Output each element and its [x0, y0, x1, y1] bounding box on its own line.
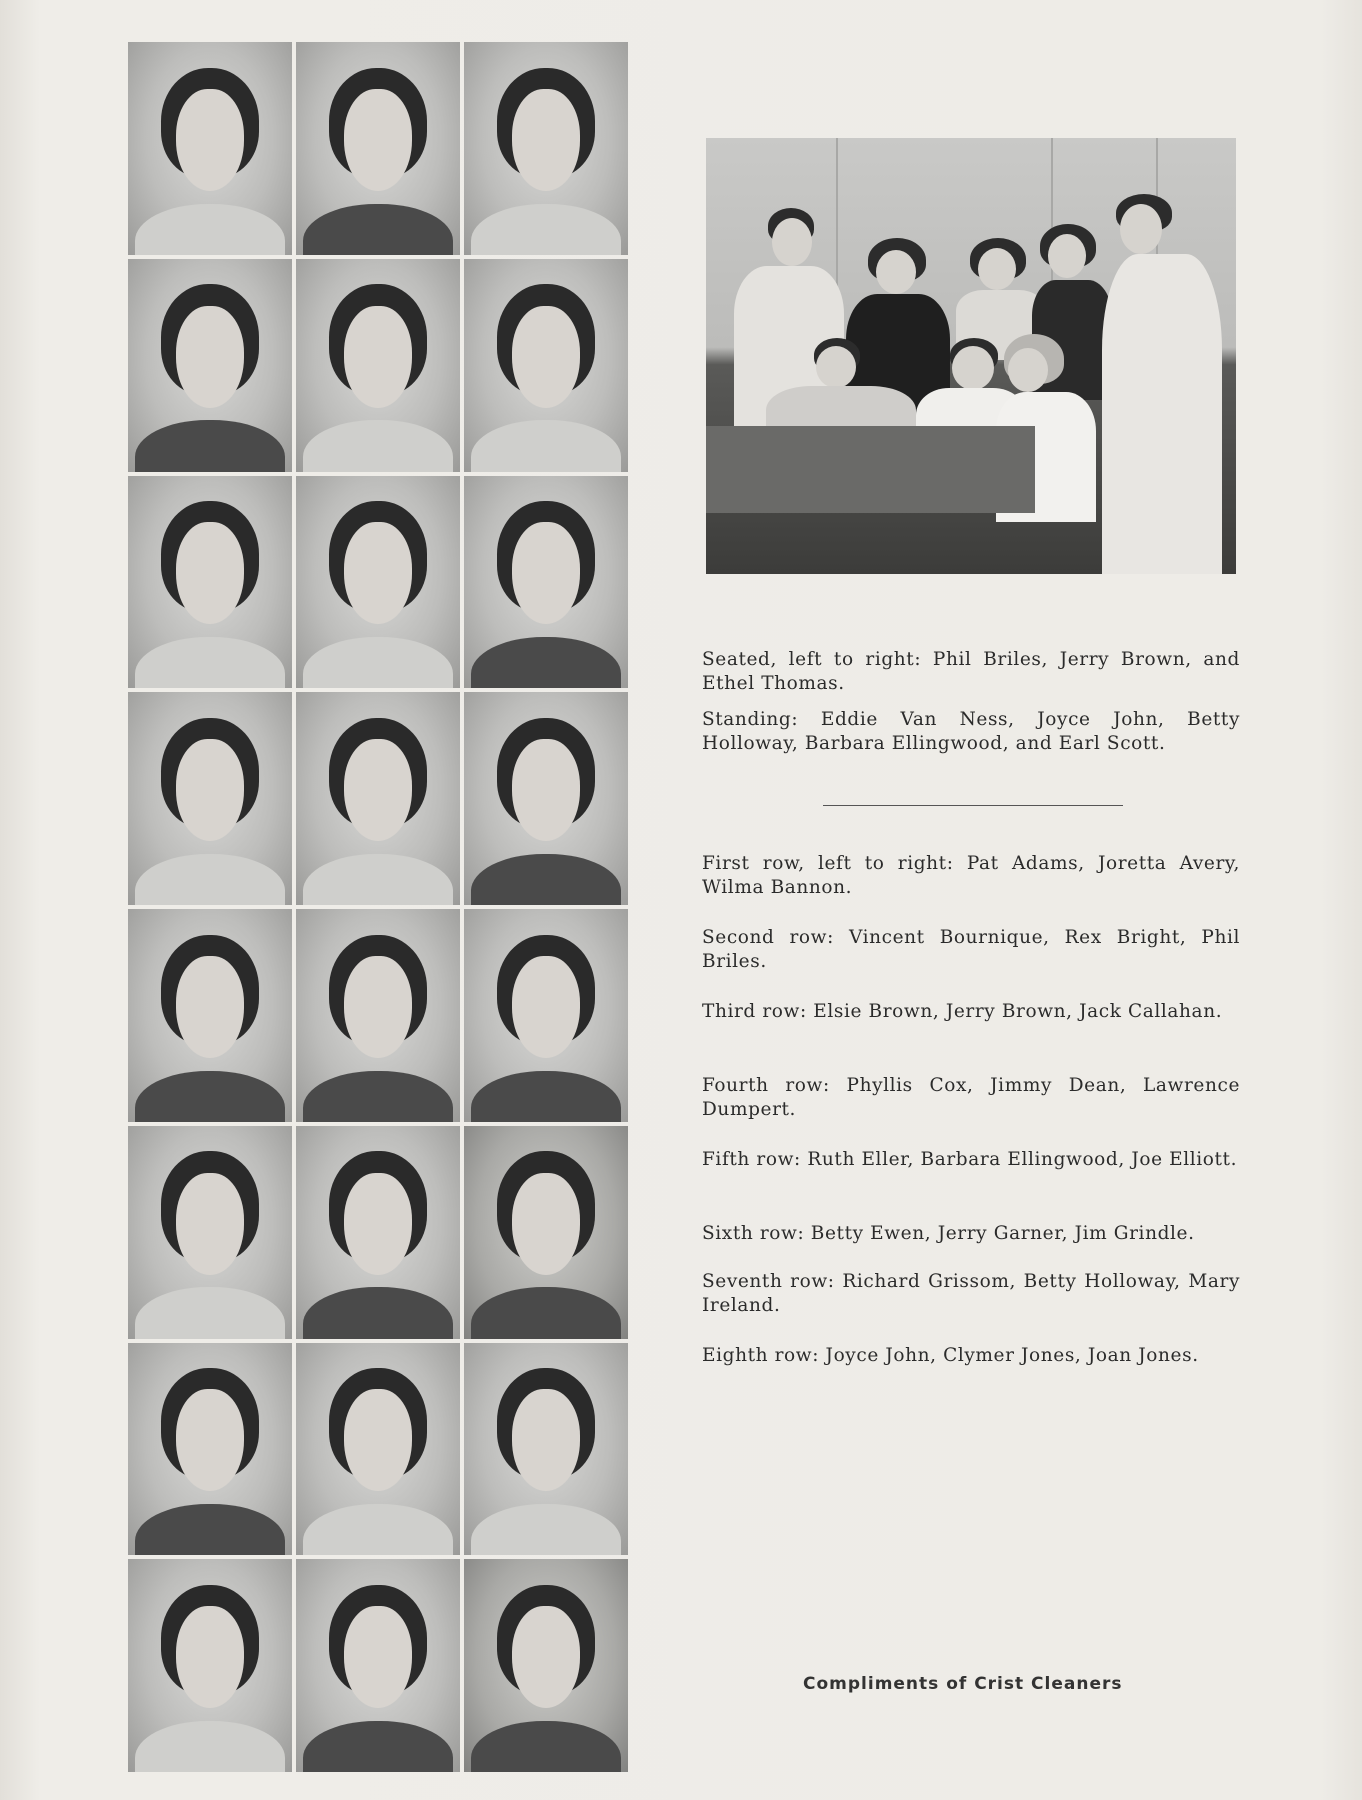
- roster-row: [702, 1222, 1240, 1246]
- portrait-photo: [464, 476, 628, 689]
- roster-names: Joyce John, Clymer Jones, Joan Jones.: [825, 1345, 1199, 1366]
- portrait-photo: [464, 1559, 628, 1772]
- portrait-photo: [464, 259, 628, 472]
- portrait-photo: [296, 259, 460, 472]
- roster-lead: Eighth row:: [702, 1345, 820, 1366]
- roster-names: Richard Grissom, Betty Holloway, Mary Ireland.: [702, 1271, 1240, 1316]
- roster-lead: Seventh row:: [702, 1271, 835, 1292]
- portrait-photo: [128, 259, 292, 472]
- roster-row: [702, 1074, 1240, 1122]
- roster-row: [702, 1344, 1240, 1368]
- portrait-photo: [464, 692, 628, 905]
- roster-row: [702, 1148, 1240, 1172]
- roster-lead: Third row:: [702, 1001, 807, 1022]
- roster-names: Phyllis Cox, Jimmy Dean, Lawrence Dumpert.: [702, 1075, 1240, 1120]
- portrait-photo: [128, 1343, 292, 1556]
- roster-lead: First row, left to right:: [702, 853, 954, 874]
- portrait-photo: [128, 1126, 292, 1339]
- portrait-photo: [296, 1343, 460, 1556]
- roster-lead: Fourth row:: [702, 1075, 830, 1096]
- roster-lead: Sixth row:: [702, 1223, 805, 1244]
- caption-lead: Standing:: [702, 709, 799, 730]
- portrait-photo: [464, 909, 628, 1122]
- roster-names: Vincent Bournique, Rex Bright, Phil Briles.: [702, 927, 1240, 972]
- group-photo: [706, 138, 1236, 574]
- portrait-photo: [296, 1559, 460, 1772]
- roster-names: Ruth Eller, Barbara Ellingwood, Joe Elliott.: [807, 1149, 1238, 1170]
- roster-lead: Second row:: [702, 927, 834, 948]
- portrait-photo: [296, 692, 460, 905]
- table: [706, 426, 1035, 513]
- roster-names: Pat Adams, Joretta Avery, Wilma Bannon.: [702, 853, 1240, 898]
- roster-row: [702, 1000, 1240, 1024]
- portrait-photo: [464, 1343, 628, 1556]
- portrait-photo: [464, 1126, 628, 1339]
- portrait-photo: [296, 42, 460, 255]
- roster-lead: Fifth row:: [702, 1149, 801, 1170]
- portrait-photo: [128, 476, 292, 689]
- sponsor-credit: Compliments of Crist Cleaners: [803, 1674, 1123, 1694]
- roster-names: Elsie Brown, Jerry Brown, Jack Callahan.: [813, 1001, 1223, 1022]
- portrait-photo: [296, 476, 460, 689]
- portrait-photo: [128, 42, 292, 255]
- roster-row: [702, 1270, 1240, 1318]
- roster-names: Betty Ewen, Jerry Garner, Jim Grindle.: [810, 1223, 1195, 1244]
- photo-caption-seated: [702, 648, 1240, 696]
- portrait-photo: [128, 1559, 292, 1772]
- photo-caption-standing: [702, 708, 1240, 756]
- roster-row: [702, 926, 1240, 974]
- caption-names: Eddie Van Ness, Joyce John, Betty Holloway, Barbara Ellingwood, and Earl Scott.: [702, 709, 1241, 754]
- portrait-photo: [464, 42, 628, 255]
- portrait-photo: [296, 909, 460, 1122]
- caption-names: Phil Briles, Jerry Brown, and Ethel Thomas.: [702, 649, 1240, 694]
- portrait-grid: [128, 42, 628, 1772]
- caption-lead: Seated, left to right:: [702, 649, 922, 670]
- portrait-photo: [128, 692, 292, 905]
- portrait-photo: [296, 1126, 460, 1339]
- roster-row: [702, 852, 1240, 900]
- portrait-photo: [128, 909, 292, 1122]
- divider-rule: [823, 805, 1123, 806]
